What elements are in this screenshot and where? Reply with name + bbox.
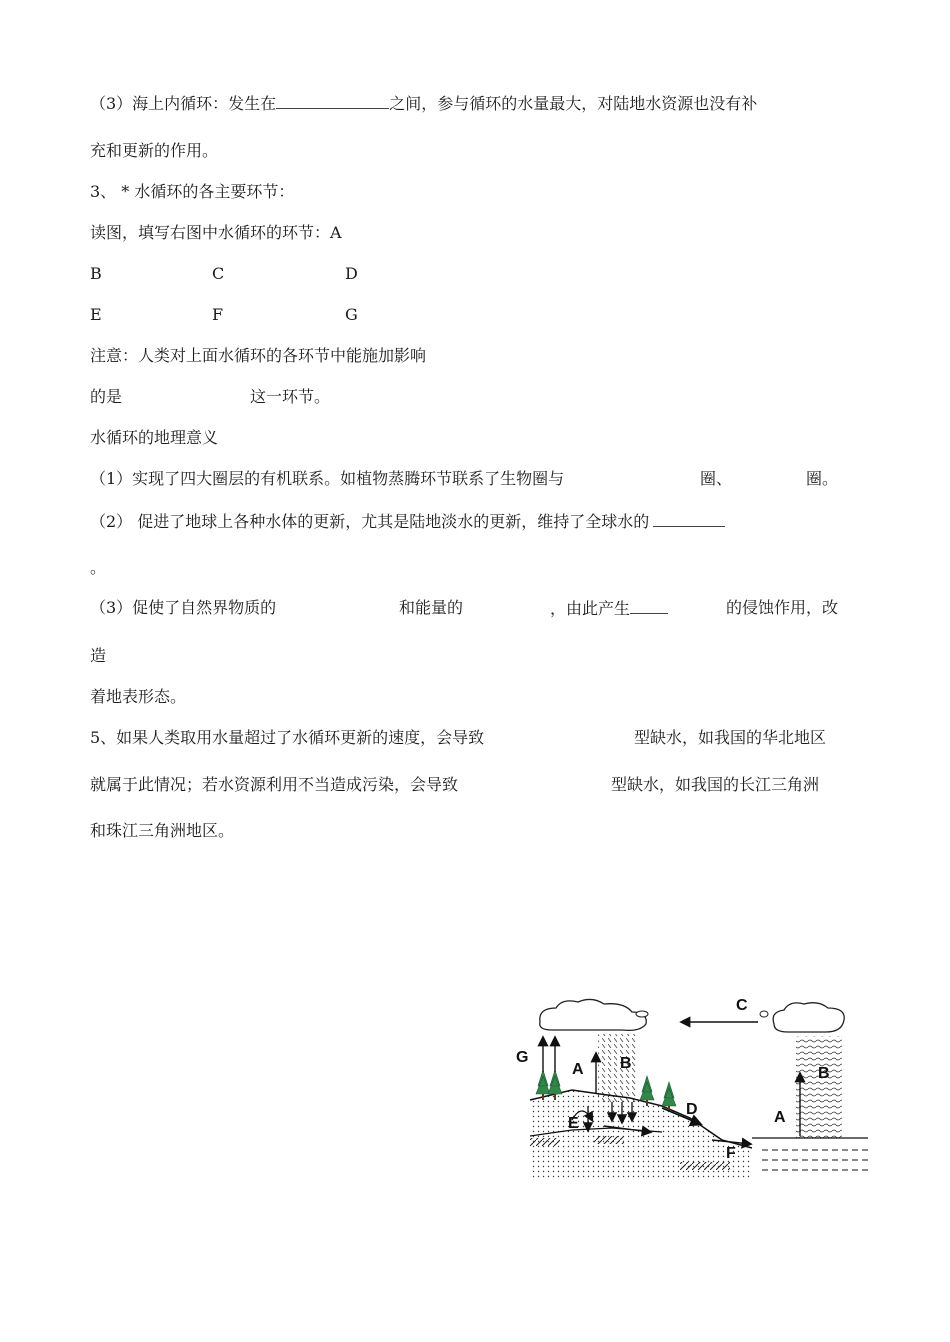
q3-prefix: （3）海上内循环：发生在 — [90, 94, 277, 113]
diagram-label-a1: A — [572, 1061, 584, 1078]
significance-heading: 水循环的地理意义 — [90, 428, 219, 447]
note-end-prefix: 的是 — [90, 387, 123, 406]
significance-item1: （1）实现了四大圈层的有机联系。如植物蒸腾环节联系了生物圈与 — [90, 469, 565, 488]
note-end-suffix: 这一环节。 — [250, 387, 331, 406]
ground-hatch-left — [530, 1138, 560, 1146]
left-cloud — [540, 999, 646, 1030]
vapor-puff — [760, 1011, 768, 1017]
label-e: E — [90, 305, 102, 324]
answer-blank-erosion[interactable] — [630, 598, 668, 614]
diagram-label-c: C — [736, 997, 748, 1014]
q3-continuation: 充和更新的作用。 — [90, 141, 219, 160]
item2-text: （2） 促进了地球上各种水体的更新，尤其是陆地淡水的更新，维持了全球水的 — [90, 512, 650, 531]
right-cloud — [773, 1003, 844, 1032]
section5-line3: 和珠江三角洲地区。 — [90, 821, 235, 840]
item3-mid1: 和能量的 — [399, 598, 464, 617]
ground-hatch-mid — [594, 1136, 624, 1144]
label-b: B — [90, 264, 102, 283]
item1-quan2: 圈。 — [806, 469, 839, 488]
diagram-label-g: G — [516, 1049, 529, 1066]
section5-line1-suffix: 型缺水，如我国的华北地区 — [634, 728, 827, 747]
water-cycle-diagram — [512, 990, 868, 1180]
diagram-label-b2: B — [818, 1065, 830, 1082]
item3-line3: 着地表形态。 — [90, 687, 187, 706]
land-rain — [598, 1034, 638, 1104]
cloud-puff — [636, 1011, 648, 1017]
diagram-label-e: E — [568, 1115, 579, 1132]
answer-blank-balance[interactable] — [653, 511, 725, 527]
item2-end: 。 — [90, 558, 107, 577]
item3-mid3: 的侵蚀作用，改 — [726, 598, 839, 617]
diagram-label-f: F — [726, 1145, 736, 1162]
ocean-rain — [796, 1036, 842, 1138]
item3-prefix: （3）促使了自然界物质的 — [90, 598, 277, 617]
item3-mid2 — [550, 598, 668, 619]
item1-quan1: 圈、 — [700, 469, 733, 488]
significance-item2 — [90, 511, 725, 532]
ground-hatch-right — [680, 1162, 730, 1170]
section3-instruction: 读图，填写右图中水循环的环节：A — [90, 223, 342, 242]
section5-line2-suffix: 型缺水，如我国的长江三角洲 — [611, 775, 820, 794]
label-f: F — [212, 305, 224, 324]
diagram-label-d: D — [686, 1101, 698, 1118]
item3-line2: 造 — [90, 646, 107, 665]
item3-mid2-text: ，由此产生 — [550, 599, 631, 618]
section5-line1-prefix: 5、如果人类取用水量超过了水循环更新的速度，会导致 — [90, 728, 485, 747]
label-g: G — [345, 305, 358, 324]
diagram-label-a2: A — [774, 1109, 786, 1126]
label-c: C — [212, 264, 225, 283]
section5-line2-prefix: 就属于此情况；若水资源利用不当造成污染，会导致 — [90, 775, 459, 794]
ocean — [752, 1138, 868, 1180]
diagram-label-b1: B — [620, 1055, 632, 1072]
q3-sea-cycle-line — [90, 93, 757, 114]
section3-note: 注意：人类对上面水循环的各环节中能施加影响 — [90, 346, 427, 365]
answer-blank-sea-cycle[interactable] — [276, 93, 389, 109]
q3-suffix: 之间，参与循环的水量最大，对陆地水资源也没有补 — [389, 94, 758, 113]
section3-heading: 3、 * 水循环的各主要环节： — [90, 182, 295, 201]
label-d: D — [345, 264, 358, 283]
